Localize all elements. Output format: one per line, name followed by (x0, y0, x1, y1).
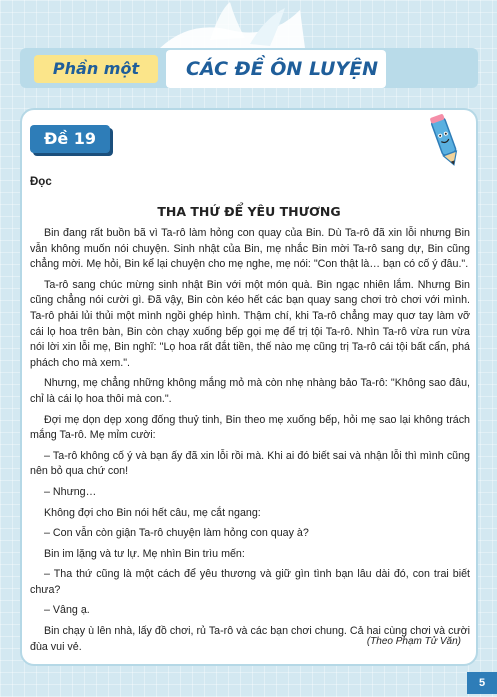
paragraph: Bin chạy ù lên nhà, lấy đồ chơi, rủ Ta-rô và các bạn chơi chung. Cả hai cùng chơi và cười đùa vui vẻ. (30, 625, 470, 653)
paragraph: – Tha thứ cũng là một cách để yêu thương và giữ gìn tình bạn lâu dài đó, con trai biết chưa? (30, 568, 470, 596)
paragraph: – Nhưng… (44, 485, 97, 498)
paragraph: Nhưng, mẹ chẳng những không mắng mỏ mà còn nhẹ nhàng bảo Ta-rô: "Không sao đâu, chỉ là cái lọ hoa thôi mà con.". (30, 377, 470, 405)
story-source: (Theo Phạm Tử Văn) (366, 636, 461, 647)
paragraph: Không đợi cho Bin nói hết câu, mẹ cắt ngang: (44, 506, 261, 519)
paragraph: Bin đang rất buồn bã vì Ta-rô làm hỏng con quay của Bin. Dù Ta-rô đã xin lỗi nhưng Bin vẫn không muốn nói chuyện. Sinh nhật của Bin, mẹ nhắc Bin mời Ta-rô sang dự, Bin cũng chẳng mời. Mẹ hỏi, Bin kể lại chuyện cho mẹ nghe, mẹ nói: "Con thật là… bạn có cố ý đâu.". (30, 227, 470, 271)
reading-label: Đọc (30, 176, 52, 188)
paragraph: – Con vẫn còn giận Ta-rô chuyện làm hỏng con quay à? (44, 527, 309, 540)
page-number: 5 (467, 672, 497, 694)
header (20, 40, 478, 92)
paragraph: – Ta-rô không cố ý và bạn ấy đã xin lỗi rồi mà. Khi ai đó biết sai và nhận lỗi thì mình cũng nên bỏ qua chứ con! (30, 449, 470, 478)
paragraph: Bin im lặng và tư lự. Mẹ nhìn Bin trìu mến: (44, 547, 245, 560)
story-body (30, 226, 470, 660)
section-title: CÁC ĐỀ ÔN LUYỆN (166, 50, 386, 88)
exam-badge: Đề 19 (30, 125, 110, 153)
pencil-mascot-icon (428, 112, 464, 168)
paragraph: Ta-rô sang chúc mừng sinh nhật Bin với một món quà. Bin ngạc nhiên lắm. Nhưng Bin cũng chẳng nói cười gì. Đã vậy, Bin còn kéo hết các bạn quay sang chơi trò chơi với mình. Ta-rô phải lủi thủi một mình ngồi ghép hình. Thậm chí, khi Ta-rô chẳng may quơ tay làm vỡ cái lọ hoa trên bàn, Bin còn chạy xuống bếp gọi mẹ để trị tội Ta-rô. Nhìn Ta-rô vừa run vừa nói lời xin lỗi mẹ, Bin nghĩ: "Lọ hoa rất đắt tiền, thế nào mẹ cũng trị Ta-rô cái tội bất cẩn, phá phách cho mà xem.". (30, 278, 470, 369)
part-label: Phần một (34, 55, 158, 83)
paragraph: – Vâng ạ. (44, 604, 90, 617)
story-title: THA THỨ ĐỂ YÊU THƯƠNG (157, 204, 341, 219)
paragraph: Đợi mẹ dọn dẹp xong đống thuỷ tinh, Bin theo mẹ xuống bếp, hỏi mẹ sao lại không trách mắng Ta-rô. Mẹ mỉm cười: (30, 413, 470, 442)
